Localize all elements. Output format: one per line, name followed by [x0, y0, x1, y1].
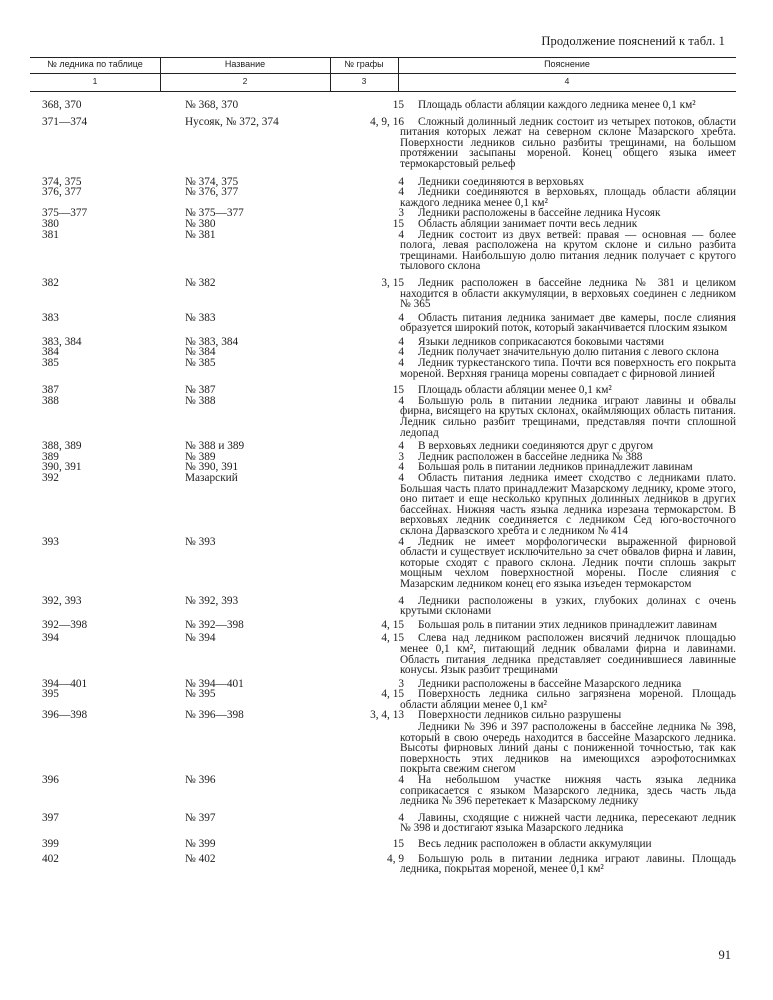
glacier-name-cell: № 388 и 389 [185, 440, 245, 453]
continuation-caption: Продолжение пояснений к табл. 1 [541, 34, 725, 48]
glacier-number-cell: 394—401 [42, 677, 88, 690]
table-row [30, 537, 736, 590]
glacier-number-cell: 389 [42, 450, 59, 463]
glacier-number-cell: 392 [42, 472, 59, 484]
table-row [30, 219, 736, 230]
glacier-name-cell: № 390, 391 [185, 461, 239, 474]
glacier-number-cell: 384 [42, 346, 59, 359]
header-mid-rule [30, 73, 736, 74]
column-number-cell: 4 [398, 357, 404, 370]
column-number-cell: 4 [398, 394, 404, 407]
header-top-rule [30, 57, 736, 58]
glacier-number-cell: 396—398 [42, 709, 88, 722]
explanation-cell: Ледники соединяются в верховьях [418, 175, 585, 188]
page-number: 91 [718, 948, 731, 962]
explanation-cell: Область абляции занимает почти весь ледник [418, 217, 638, 230]
table-row [30, 689, 736, 710]
table-row [30, 313, 736, 334]
glacier-number-cell: 399 [42, 838, 59, 850]
explanation-cell: Языки ледников соприкасаются боковыми частями [418, 335, 665, 348]
column-number-cell: 4, 9, 16 [370, 115, 404, 128]
column-number-cell: 15 [392, 838, 404, 850]
table-row [30, 854, 736, 875]
glacier-number-cell: 380 [42, 217, 59, 230]
explanation-cell: Большую роль в питании ледника играют лавины. Площадь ледника, покрытая мореной, менее 0,1 км² [400, 852, 736, 876]
table-row [30, 117, 736, 170]
header-explanation: Пояснение [544, 59, 590, 69]
column-number-cell: 4, 15 [381, 688, 404, 701]
glacier-name-cell: № 397 [185, 811, 216, 824]
explanation-cell: Ледник туркестанского типа. Почти вся поверхность его покрыта мореной. Верхняя граница морены совпадает с фирновой линией [400, 357, 736, 380]
explanation-cell: Ледники соединяются в верховьях, площадь области абляции каждого ледника менее 0,1 км² [400, 186, 736, 209]
table-row [30, 358, 736, 379]
glacier-number-cell: 397 [42, 811, 59, 824]
glacier-number-cell: 393 [42, 535, 59, 548]
table-row [30, 775, 736, 807]
glacier-name-cell: № 387 [185, 384, 216, 397]
table-row [30, 596, 736, 617]
explanation-cell: На небольшом участке нижняя часть языка ледника соприкасается с языком Мазарского ледника, здесь часть льда ледника № 396 перетекает к Мазарскому леднику [400, 774, 736, 808]
glacier-name-cell: № 388 [185, 394, 216, 407]
glacier-number-cell: 395 [42, 688, 59, 701]
column-number-cell: 4, 15 [381, 632, 404, 645]
column-number-cell: 4 [398, 186, 404, 199]
header-index-2: 2 [242, 76, 248, 86]
explanation-cell: Площадь области абляции каждого ледника менее 0,1 км² [418, 99, 696, 111]
glacier-number-cell: 392, 393 [42, 594, 82, 607]
header-index-3: 3 [361, 76, 367, 86]
explanation-cell: Ледник состоит из двух ветвей: правая — основная — более полога, левая расположена на крутом склоне и сильно разбита трещинами. Наибольшую долю питания ледник получает с крутого тылового склона [400, 228, 736, 273]
glacier-number-cell: 387 [42, 384, 59, 397]
glacier-name-cell: № 396—398 [185, 709, 244, 722]
column-number-cell: 3 [398, 450, 404, 463]
glacier-name-cell: № 392, 393 [185, 594, 239, 607]
glacier-number-cell: 388 [42, 394, 59, 407]
column-number-cell: 15 [392, 99, 404, 111]
glacier-number-cell: 374, 375 [42, 175, 82, 188]
explanation-cell: Ледники расположены в бассейне ледника Нусояк [418, 207, 661, 220]
column-number-cell: 4 [398, 461, 404, 474]
glacier-name-cell: № 383 [185, 311, 216, 324]
glacier-name-cell: № 402 [185, 852, 216, 865]
glacier-name-cell: № 396 [185, 774, 216, 787]
glacier-number-cell: 392—398 [42, 618, 88, 631]
table-row [30, 722, 736, 775]
explanation-cell: Поверхности ледников сильно разрушены [418, 709, 622, 722]
explanation-cell: Большая роль в питании ледников принадлежит лавинам [418, 461, 693, 474]
column-number-cell: 3 [398, 207, 404, 220]
table-row [30, 278, 736, 310]
glacier-number-cell: 371—374 [42, 115, 88, 128]
column-number-cell: 4 [398, 311, 404, 324]
table-row [30, 396, 736, 438]
glacier-name-cell: № 376, 377 [185, 186, 239, 199]
column-number-cell: 4 [398, 335, 404, 348]
column-number-cell: 3, 4, 13 [370, 709, 404, 722]
header-name: Название [224, 59, 266, 69]
glacier-number-cell: 383 [42, 311, 59, 324]
explanation-cell: Область питания ледника занимает две камеры, после слияния образуется широкий поток, который заканчивается плоским языком [400, 311, 736, 335]
glacier-name-cell: № 374, 375 [185, 175, 239, 188]
explanation-cell: Поверхность ледника сильно загрязнена мореной. Площадь области абляции менее 0,1 км² [400, 688, 736, 711]
table-row [30, 839, 736, 850]
glacier-number-cell: 375—377 [42, 207, 88, 220]
explanation-cell: Сложный долинный ледник состоит из четырех потоков, области питания которых лежат на северном склоне Мазарского хребта. Поверхности ледников сильно разбиты трещинами, на большом протяжении засыпаны мореной. Конец общего языка имеет термокарстовый рельеф [400, 115, 736, 170]
column-number-cell: 15 [392, 217, 404, 230]
table-body [30, 100, 736, 875]
glacier-name-cell: № 395 [185, 688, 216, 701]
glacier-number-cell: 388, 389 [42, 440, 82, 453]
explanation-cell: Ледник расположен в бассейне ледника № 381 и целиком находится в области аккумуляции, в верховьях соединен с ледником № 365 [400, 276, 736, 311]
glacier-name-cell: № 394 [185, 632, 216, 645]
column-number-cell: 4 [398, 594, 404, 607]
explanation-cell: Область питания ледника имеет сходство с ледниками плато. Большая часть плато принадлежит Мазарскому леднику, кроме этого, оно питает и еще несколько крупных долинных ледников в других бассейнах. Нижняя часть языка ледника изрезана термокарстом. В верховьях ледник соединяется с ледником Сед юго-восточного склона Дарвазского хребта и с ледником № 414 [400, 472, 736, 537]
glacier-name-cell: № 380 [185, 217, 216, 230]
glacier-name-cell: № 382 [185, 276, 216, 289]
glacier-name-cell: № 381 [185, 228, 216, 241]
glacier-name-cell: № 394—401 [185, 677, 244, 690]
column-number-cell: 4 [398, 811, 404, 824]
column-number-cell: 3, 15 [381, 276, 404, 289]
header-bottom-rule [30, 91, 736, 92]
table-row [30, 473, 736, 537]
glacier-number-cell: 382 [42, 276, 59, 289]
glacier-number-cell: 390, 391 [42, 461, 82, 474]
explanation-cell: Площадь области абляции менее 0,1 км² [418, 384, 612, 397]
glacier-name-cell: № 385 [185, 357, 216, 370]
header-index-1: 1 [92, 76, 98, 86]
header-glacier-number: № ледника по таблице [47, 59, 143, 69]
column-number-cell: 4 [398, 175, 404, 188]
table-row [30, 187, 736, 208]
column-number-cell: 4 [398, 472, 404, 484]
table-row [30, 813, 736, 834]
glacier-name-cell: № 392—398 [185, 618, 244, 631]
explanation-cell: Ледник не имеет морфологически выраженной фирновой области и существует исключительно за счет обвалов фирна и лавин, которые сходят с правого склона. Ледник почти сплошь закрыт мощным чехлом поверхностной морены. После слияния с Мазарским ледником конец его языка изъеден термокарстом [400, 535, 736, 590]
explanation-cell: Ледники расположены в узких, глубоких долинах с очень крутыми склонами [400, 594, 736, 618]
column-number-cell: 4, 15 [381, 618, 404, 631]
glacier-number-cell: 381 [42, 228, 59, 241]
glacier-name-cell: Мазарский [185, 472, 238, 484]
explanation-cell: Лавины, сходящие с нижней части ледника, пересекают ледник № 398 и достигают языка Мазарского ледника [400, 811, 736, 835]
explanation-cell: В верховьях ледники соединяются друг с другом [418, 440, 654, 453]
glacier-name-cell: Нусояк, № 372, 374 [185, 115, 279, 128]
explanation-cell: Весь ледник расположен в области аккумуляции [418, 838, 652, 850]
glacier-number-cell: 402 [42, 852, 59, 865]
glacier-name-cell: № 384 [185, 346, 216, 359]
column-number-cell: 15 [392, 384, 404, 397]
glacier-number-cell: 383, 384 [42, 335, 82, 348]
column-number-cell: 4 [398, 228, 404, 241]
table-row [30, 633, 736, 675]
glacier-name-cell: № 375—377 [185, 207, 244, 220]
glacier-name-cell: № 368, 370 [185, 99, 239, 111]
table-row [30, 710, 736, 721]
explanation-cell: Ледник расположен в бассейне ледника № 388 [418, 450, 643, 463]
column-number-cell: 4 [398, 440, 404, 453]
glacier-name-cell: № 399 [185, 838, 216, 850]
column-number-cell: 4 [398, 774, 404, 787]
header-index-4: 4 [564, 76, 570, 86]
column-number-cell: 4 [398, 346, 404, 359]
table-row [30, 100, 736, 111]
explanation-cell: Ледники № 396 и 397 расположены в бассейне ледника № 398, который в свою очередь находится в бассейне Мазарского ледника. Высоты фирновых линий даны с пониженной точностью, так как поверхность этих ледников на имеющихся аэрофотоснимках покрыта свежим снегом [400, 721, 736, 776]
glacier-number-cell: 394 [42, 632, 59, 645]
glacier-name-cell: № 389 [185, 450, 216, 463]
table-row [30, 620, 736, 631]
glacier-number-cell: 376, 377 [42, 186, 82, 199]
column-number-cell: 4 [398, 535, 404, 548]
explanation-cell: Слева над ледником расположен висячий ледничок площадью менее 0,1 км², питающий ледник обвалами фирна и лавинами. Область питания ледника представляет соединившиеся лавинные конусы. Язык разбит трещинами [400, 632, 736, 677]
glacier-name-cell: № 393 [185, 535, 216, 548]
glacier-name-cell: № 383, 384 [185, 335, 239, 348]
explanation-cell: Ледник получает значительную долю питания с левого склона [418, 346, 719, 359]
header-column-number: № графы [344, 59, 384, 69]
glacier-number-cell: 368, 370 [42, 99, 82, 111]
table-row [30, 230, 736, 272]
explanation-cell: Большая роль в питании этих ледников принадлежит лавинам [418, 618, 717, 631]
explanation-cell: Ледники расположены в бассейне Мазарского ледника [418, 677, 682, 690]
explanation-cell: Большую роль в питании ледника играют лавины и обвалы фирна, висящего на крутых склонах, окаймляющих область питания. Ледник сильно разбит трещинами, представляя почти сплошной ледопад [400, 394, 736, 439]
column-number-cell: 3 [398, 677, 404, 690]
glacier-number-cell: 385 [42, 357, 59, 370]
glacier-number-cell: 396 [42, 774, 59, 787]
column-number-cell: 4, 9 [387, 852, 404, 865]
